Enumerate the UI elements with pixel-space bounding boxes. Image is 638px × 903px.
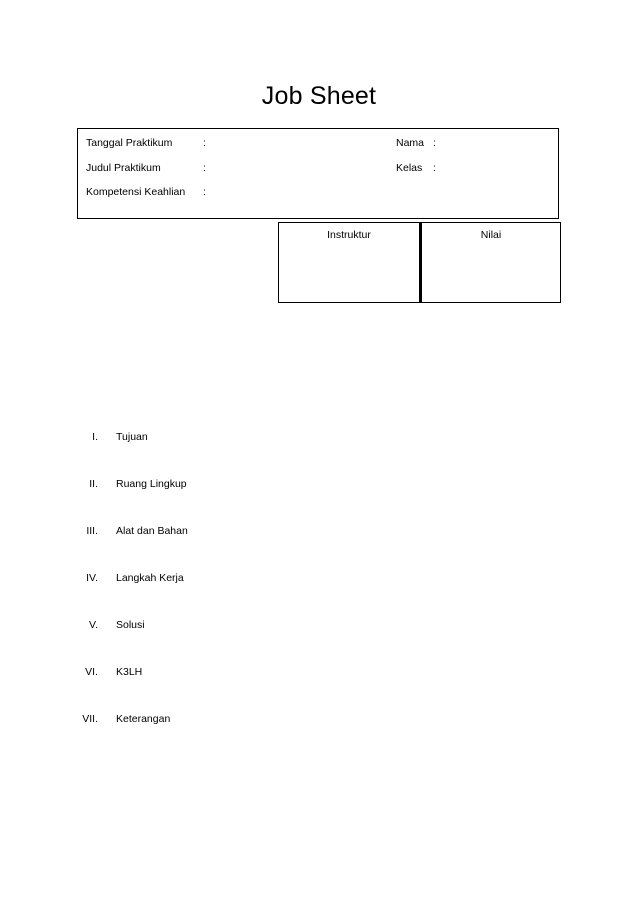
nilai-box: [420, 222, 561, 303]
section-number: II.: [89, 478, 98, 490]
tanggal-praktikum-colon: :: [203, 137, 206, 149]
judul-praktikum-label: Judul Praktikum: [86, 162, 161, 174]
instruktur-label: Instruktur: [327, 229, 371, 241]
section-number: VII.: [82, 713, 98, 725]
tanggal-praktikum-label: Tanggal Praktikum: [86, 137, 173, 149]
nilai-label: Nilai: [480, 229, 502, 241]
kompetensi-keahlian-colon: :: [203, 186, 206, 198]
nama-colon: :: [433, 137, 436, 149]
judul-praktikum-colon: :: [203, 162, 206, 174]
info-box: [77, 128, 559, 219]
kelas-label: Kelas: [396, 162, 423, 174]
kelas-colon: :: [433, 162, 436, 174]
nama-label: Nama: [396, 137, 425, 149]
section-number: IV.: [86, 572, 98, 584]
section-label: K3LH: [116, 666, 143, 678]
section-label: Tujuan: [116, 431, 148, 443]
section-label: Alat dan Bahan: [116, 525, 188, 537]
section-number: I.: [92, 431, 98, 443]
section-label: Solusi: [116, 619, 145, 631]
section-label: Ruang Lingkup: [116, 478, 187, 490]
kompetensi-keahlian-label: Kompetensi Keahlian: [86, 186, 186, 198]
section-number: VI.: [85, 666, 98, 678]
section-number: III.: [86, 525, 98, 537]
section-number: V.: [89, 619, 98, 631]
instruktur-box: [278, 222, 420, 303]
page-title: Job Sheet: [261, 82, 377, 110]
section-label: Keterangan: [116, 713, 171, 725]
section-label: Langkah Kerja: [116, 572, 184, 584]
